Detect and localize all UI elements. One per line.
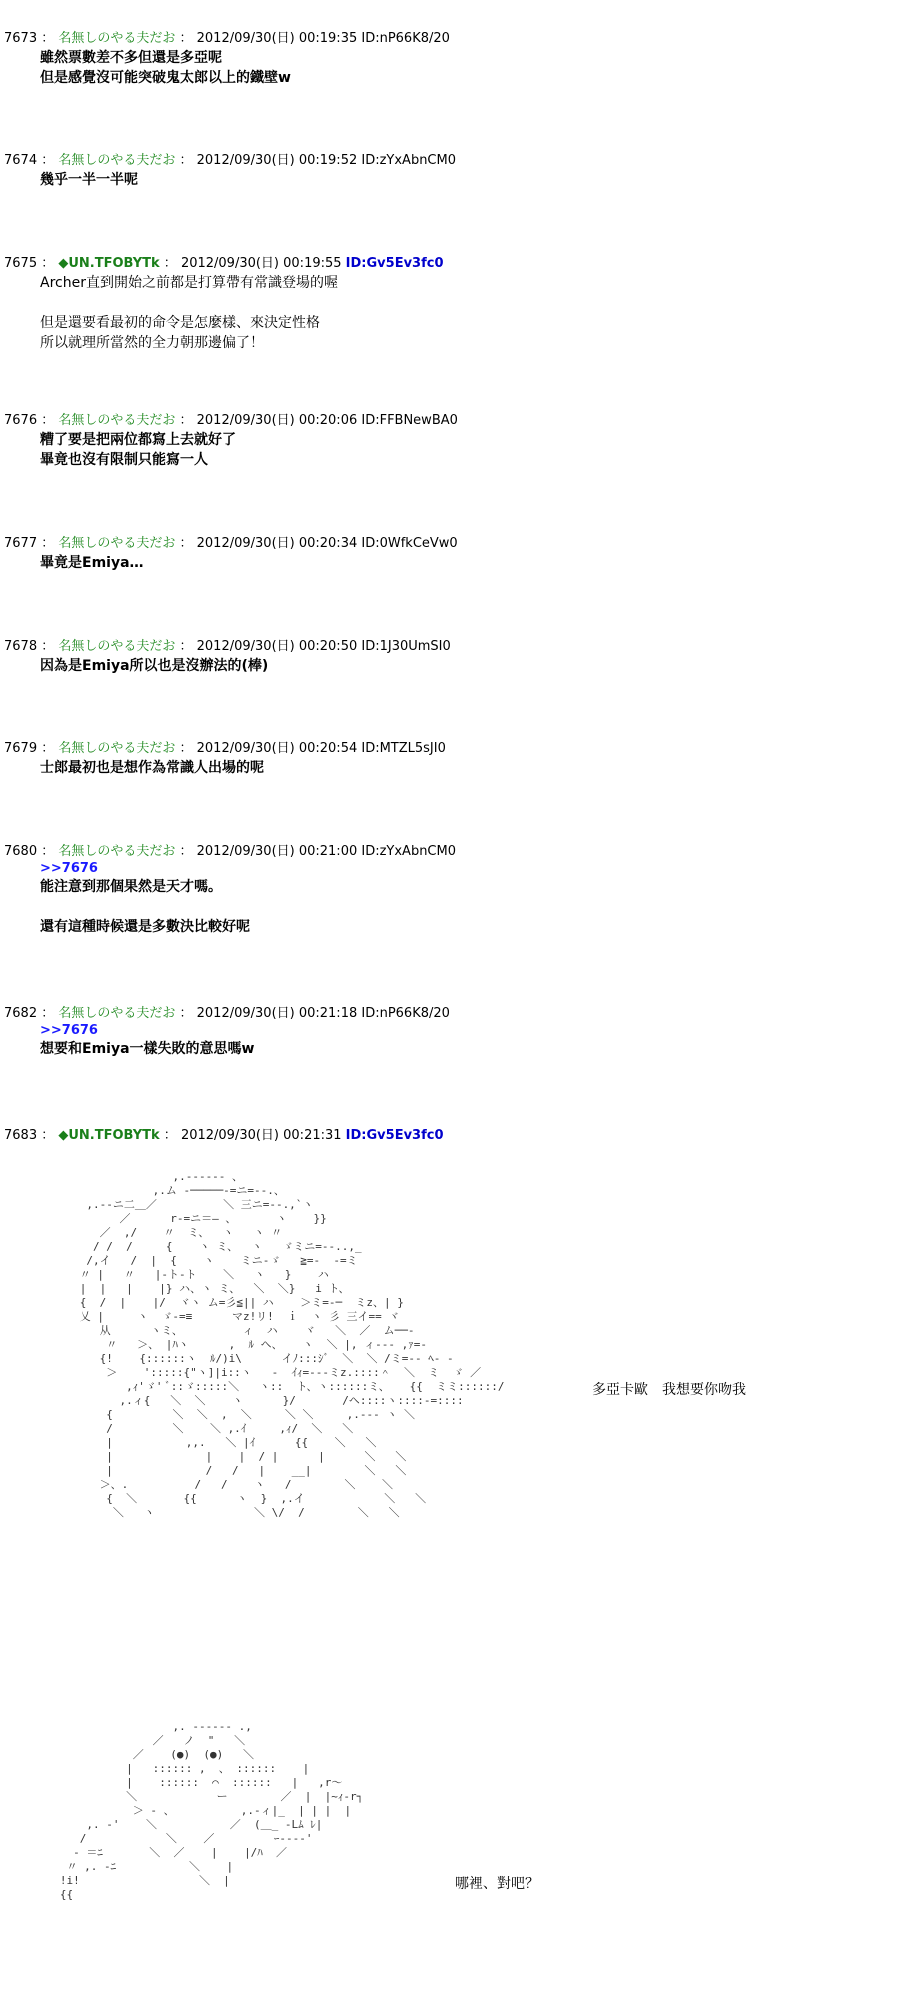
post-number[interactable]: 7674 (4, 153, 38, 168)
post-meta: 2012/09/30(日) 00:19:52 ID:zYxAbnCM0 (196, 153, 456, 168)
tripcode: UN.TFOBYTk (68, 1128, 160, 1143)
post-body (0, 1023, 880, 1059)
reply-anchor-link[interactable]: >>7676 (40, 861, 98, 876)
post-header: 7676 ： 名無しのやる夫だお ： 2012/09/30(日) 00:20:06 ID:FFBNewBA0 (4, 413, 458, 428)
post-meta: 2012/09/30(日) 00:21:31 (180, 1128, 342, 1143)
post-header: 7683 ： ◆UN.TFOBYTk ： 2012/09/30(日) 00:21:31 ID:Gv5Ev3fc0 (4, 1128, 444, 1143)
post-number[interactable]: 7677 (4, 536, 38, 551)
post-body (0, 48, 880, 88)
post-7677 (0, 535, 880, 573)
post-body (0, 553, 880, 573)
poster-name: 名無しのやる夫だお (58, 639, 176, 654)
post-header: 7680 ： 名無しのやる夫だお ： 2012/09/30(日) 00:21:00 ID:zYxAbnCM0 (4, 844, 456, 859)
post-meta: 2012/09/30(日) 00:19:55 (180, 256, 342, 271)
poster-name: 名無しのやる夫だお (58, 413, 176, 428)
post-7682 (0, 1005, 880, 1059)
post-meta: 2012/09/30(日) 00:19:35 ID:nP66K8/20 (196, 31, 450, 46)
post-meta: 2012/09/30(日) 00:21:00 ID:zYxAbnCM0 (196, 844, 456, 859)
poster-id: ID:Gv5Ev3fc0 (345, 1128, 444, 1143)
speech-text-2: 哪裡、對吧？ (455, 1876, 539, 1892)
poster-name: 名無しのやる夫だお (58, 31, 176, 46)
post-header: 7673 ： 名無しのやる夫だお ： 2012/09/30(日) 00:19:35 ID:nP66K8/20 (4, 31, 450, 46)
ascii-art-character-large: ,.-‐‐‐‐- 、 ,.ム ‐─────‐=ニ=‐-.、 ,.-‐ニ二＿／ ＼ 三ニ=‐-.,`ヽ ／ r‐=ニ＝― 、 ヽ }} ／ ,/ 〃 ミ、 ヽ ヽ 〃 / / / { ヽ ミ、 ヽ ゞミニ=‐-..,_ /,イ / | { ヽ ミニ‐ゞ ≧=‐ ‐=ミ 〃 | 〃 |‐ト‐ト ＼ ヽ } ハ | | | |} ハ、ヽ ミ、 ＼ ＼} i ト、 { / | |/ ヾヽ ム=彡≦|| ハ ＞ミ=‐─ ミz、| } 乂 | ヽ ゞ‐=≡ マz!リ! ｉ ヽ 彡 三イ== ヾ 从 ヽミ、 ィ ハ ヾ ＼ ／ ム──‐ 〃 ＞、 |ﾊヽ , ﾙ ヘ、 ヽ ＼ |, ィ‐‐‐ ,ｧ=‐ {! {::::::ヽ ﾙ/)i\ イﾉ:::ｼﾞ ＼ ＼ /ミ=‐‐ ﾍ‐ ‐ ＞ ':::::{"ヽ]|i::ヽ ‐ ｲｨ=‐‐‐ミz.::::＾ ＼ ミ ゞ ／ ,ｨ'ゞ' ﾞ::ゞ:::::＼ ヽ:: ト、ヽ::::::ミ、 {{ ミミ::::::/ ,.ィ{ ＼ ＼ ヽ }/ /ヘ::::ヽ::::‐=:::: { ＼ ＼ , ＼ ＼ ＼ ,.-‐‐ ヽ ＼ / ＼ ＼ ,.ｲ ,ｨ/ ＼ ＼ | ,,. ＼ |ｲ {{ ＼ ＼ | | | / | | ＼ ＼ | / / | __| ＼ ＼ ＞、. / / ヽ / ＼ ＼ { ＼ {{ ヽ } ,.イ ＼ ＼ ＼ ヽ ＼ \/ / ＼ ＼ (79, 1170, 505, 1519)
post-body (0, 170, 880, 190)
post-line: 畢竟是Emiya… (40, 555, 144, 571)
post-7673 (0, 30, 880, 88)
post-number[interactable]: 7675 (4, 256, 38, 271)
post-7675 (0, 255, 880, 353)
post-line: 想要和Emiya一樣失敗的意思嗎w (40, 1041, 255, 1057)
poster-name: 名無しのやる夫だお (58, 536, 176, 551)
post-7674 (0, 152, 880, 190)
post-7676 (0, 412, 880, 470)
tripcode: UN.TFOBYTk (68, 256, 160, 271)
post-header: 7678 ： 名無しのやる夫だお ： 2012/09/30(日) 00:20:50 ID:1J30UmSI0 (4, 639, 451, 654)
post-body (0, 430, 880, 470)
post-number[interactable]: 7676 (4, 413, 38, 428)
post-number[interactable]: 7680 (4, 844, 38, 859)
ascii-art-character-small: ,. ‐‐‐‐‐‐ ., ／ ノ " ＼ ／ (●) (●) ＼ | :::::: , 、 :::::: | | :::::: ⌒ :::::: | ,r～ ＼ ー ／ | |~ｨ‐r┐ ＞ ‐ 、 ,.-ィ|_ | | | | ,. ‐' ＼ ／ (＿_ ‐Lﾑ ﾚ| / ＼ ／ ｰ--‐‐' ‐ ＝ﾆ ＼ ／ | |/ﾊ ／ 〃 ,. ‐ﾆ ＼ | !i! ＼ | {{ (59, 1720, 364, 1901)
post-7680 (0, 843, 880, 937)
post-meta: 2012/09/30(日) 00:20:06 ID:FFBNewBA0 (196, 413, 458, 428)
post-line: 糟了要是把兩位都寫上去就好了 (40, 432, 236, 448)
speech-text-1: 多亞卡歐 我想要你吻我 (592, 1382, 746, 1398)
trip-diamond-icon: ◆ (58, 256, 69, 271)
post-number[interactable]: 7683 (4, 1128, 38, 1143)
post-7678 (0, 638, 880, 676)
trip-diamond-icon: ◆ (58, 1128, 69, 1143)
post-meta: 2012/09/30(日) 00:21:18 ID:nP66K8/20 (196, 1006, 450, 1021)
post-line: 還有這種時候還是多數決比較好呢 (40, 919, 250, 935)
post-number[interactable]: 7678 (4, 639, 38, 654)
post-line: 但是感覺沒可能突破鬼太郎以上的鐵壁w (40, 70, 291, 86)
post-meta: 2012/09/30(日) 00:20:54 ID:MTZL5sJI0 (196, 741, 446, 756)
post-number[interactable]: 7682 (4, 1006, 38, 1021)
post-header: 7675 ： ◆UN.TFOBYTk ： 2012/09/30(日) 00:19:55 ID:Gv5Ev3fc0 (4, 256, 444, 271)
post-line: 因為是Emiya所以也是沒辦法的(棒) (40, 658, 269, 674)
post-number[interactable]: 7673 (4, 31, 38, 46)
post-body (0, 861, 880, 937)
post-line: 士郎最初也是想作為常識人出場的呢 (40, 760, 264, 776)
post-header: 7679 ： 名無しのやる夫だお ： 2012/09/30(日) 00:20:54 ID:MTZL5sJI0 (4, 741, 446, 756)
reply-anchor-link[interactable]: >>7676 (40, 1023, 98, 1038)
post-line: 能注意到那個果然是天才嗎。 (40, 879, 222, 895)
post-header: 7674 ： 名無しのやる夫だお ： 2012/09/30(日) 00:19:52 ID:zYxAbnCM0 (4, 153, 456, 168)
post-line: 雖然票數差不多但還是多亞呢 (40, 50, 222, 66)
poster-name: 名無しのやる夫だお (58, 153, 176, 168)
post-body (0, 758, 880, 778)
post-body (0, 656, 880, 676)
post-line (40, 293, 880, 313)
post-line: 但是還要看最初的命令是怎麼樣、來決定性格 (40, 315, 320, 331)
poster-name: 名無しのやる夫だお (58, 741, 176, 756)
post-7683 (0, 1127, 880, 1145)
post-meta: 2012/09/30(日) 00:20:50 ID:1J30UmSI0 (196, 639, 451, 654)
post-line: 幾乎一半一半呢 (40, 172, 138, 188)
post-header: 7682 ： 名無しのやる夫だお ： 2012/09/30(日) 00:21:18 ID:nP66K8/20 (4, 1006, 450, 1021)
poster-name: 名無しのやる夫だお (58, 844, 176, 859)
post-line: 畢竟也沒有限制只能寫一人 (40, 452, 208, 468)
poster-id: ID:Gv5Ev3fc0 (345, 256, 444, 271)
post-header: 7677 ： 名無しのやる夫だお ： 2012/09/30(日) 00:20:34 ID:0WfkCeVw0 (4, 536, 458, 551)
post-7679 (0, 740, 880, 778)
post-number[interactable]: 7679 (4, 741, 38, 756)
post-meta: 2012/09/30(日) 00:20:34 ID:0WfkCeVw0 (196, 536, 458, 551)
post-body (0, 273, 880, 353)
post-line: Archer直到開始之前都是打算帶有常識登場的喔 (40, 275, 338, 291)
poster-name: 名無しのやる夫だお (58, 1006, 176, 1021)
post-line (40, 897, 880, 917)
post-line: 所以就理所當然的全力朝那邊偏了！ (40, 335, 264, 351)
